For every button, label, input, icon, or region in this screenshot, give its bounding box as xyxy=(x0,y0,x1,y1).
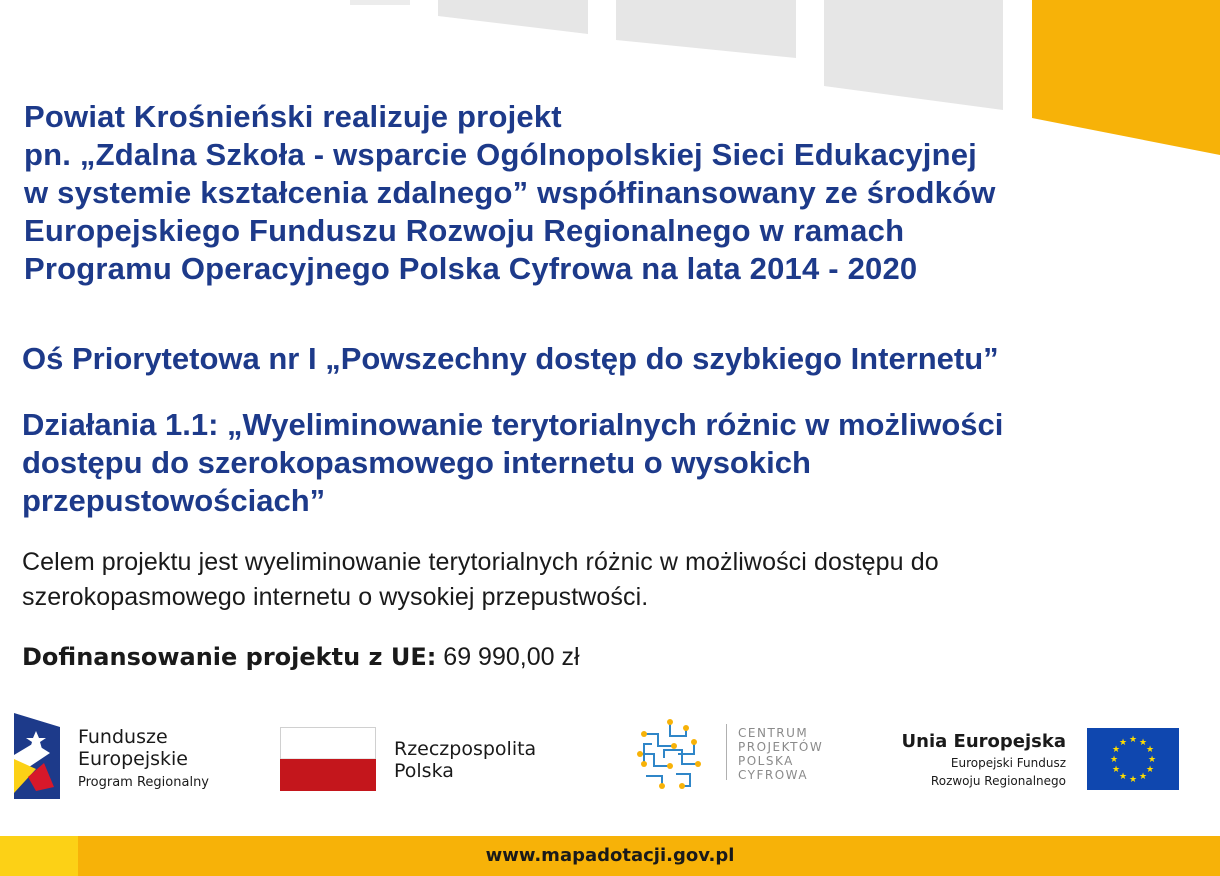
project-description xyxy=(22,545,939,615)
svg-text:★: ★ xyxy=(1109,755,1119,765)
cpp-line: POLSKA xyxy=(738,754,794,768)
action-line: dostępu do szerokopasmowego internetu o wysokich xyxy=(22,445,811,480)
fundusze-europejskie-text xyxy=(78,726,209,794)
ue-line: Europejski Fundusz xyxy=(950,756,1066,770)
cpp-circuit-logo-icon xyxy=(634,714,710,798)
svg-text:★: ★ xyxy=(1118,738,1128,748)
rzeczpospolita-polska-text xyxy=(394,738,536,782)
eu-flag-icon xyxy=(1087,728,1179,790)
action-line: przepustowościach” xyxy=(22,483,326,518)
cpp-line: CYFROWA xyxy=(738,768,809,782)
svg-text:★: ★ xyxy=(1138,738,1148,748)
rp-line: Polska xyxy=(394,760,454,782)
svg-text:★: ★ xyxy=(1128,735,1138,745)
svg-text:★: ★ xyxy=(1111,745,1121,755)
unia-europejska-text xyxy=(902,730,1066,790)
cpp-divider xyxy=(726,724,727,780)
action-heading xyxy=(22,406,1003,520)
fundusze-line: Fundusze xyxy=(78,726,168,748)
cpp-line: PROJEKTÓW xyxy=(738,740,824,754)
cpp-line: CENTRUM xyxy=(738,726,809,740)
description-line: Celem projektu jest wyeliminowanie terytorialnych różnic w możliwości dostępu do xyxy=(22,548,939,576)
funding-label: Dofinansowanie projektu z UE: xyxy=(22,643,437,671)
footer-bar xyxy=(0,836,1220,876)
ue-line: Unia Europejska xyxy=(901,731,1066,752)
fundusze-europejskie-logo-icon xyxy=(14,713,60,799)
priority-axis-heading: Oś Priorytetowa nr I „Powszechny dostęp do szybkiego Internetu” xyxy=(22,341,999,376)
title-line: pn. „Zdalna Szkoła - wsparcie Ogólnopolskiej Sieci Edukacyjnej xyxy=(24,137,977,172)
action-line: Działania 1.1: „Wyeliminowanie terytorialnych różnic w możliwości xyxy=(22,407,1004,442)
ue-line: Rozwoju Regionalnego xyxy=(930,774,1066,788)
svg-text:★: ★ xyxy=(1147,755,1157,765)
footer-url-link[interactable]: www.mapadotacji.gov.pl xyxy=(485,845,735,866)
title-line: Powiat Krośnieński realizuje projekt xyxy=(24,99,562,134)
svg-text:★: ★ xyxy=(1138,772,1148,782)
fundusze-subline: Program Regionalny xyxy=(78,775,209,790)
svg-text:★: ★ xyxy=(1128,775,1138,785)
polish-flag-icon xyxy=(280,727,376,791)
rp-line: Rzeczpospolita xyxy=(394,738,537,760)
description-line: szerokopasmowego internetu o wysokiej przepustwości. xyxy=(22,583,649,611)
svg-text:★: ★ xyxy=(1118,772,1128,782)
funding-info xyxy=(22,643,580,672)
fundusze-line: Europejskie xyxy=(78,748,188,770)
svg-text:★: ★ xyxy=(1145,745,1155,755)
title-line: Programu Operacyjnego Polska Cyfrowa na lata 2014 - 2020 xyxy=(24,251,918,286)
title-line: Europejskiego Funduszu Rozwoju Regionalnego w ramach xyxy=(24,213,905,248)
svg-text:★: ★ xyxy=(1111,765,1121,775)
title-line: w systemie kształcenia zdalnego” współfinansowany ze środków xyxy=(24,175,996,210)
project-title xyxy=(24,98,996,288)
centrum-projektow-text xyxy=(738,726,823,782)
svg-text:★: ★ xyxy=(1145,765,1155,775)
funding-value: 69 990,00 zł xyxy=(443,643,580,671)
